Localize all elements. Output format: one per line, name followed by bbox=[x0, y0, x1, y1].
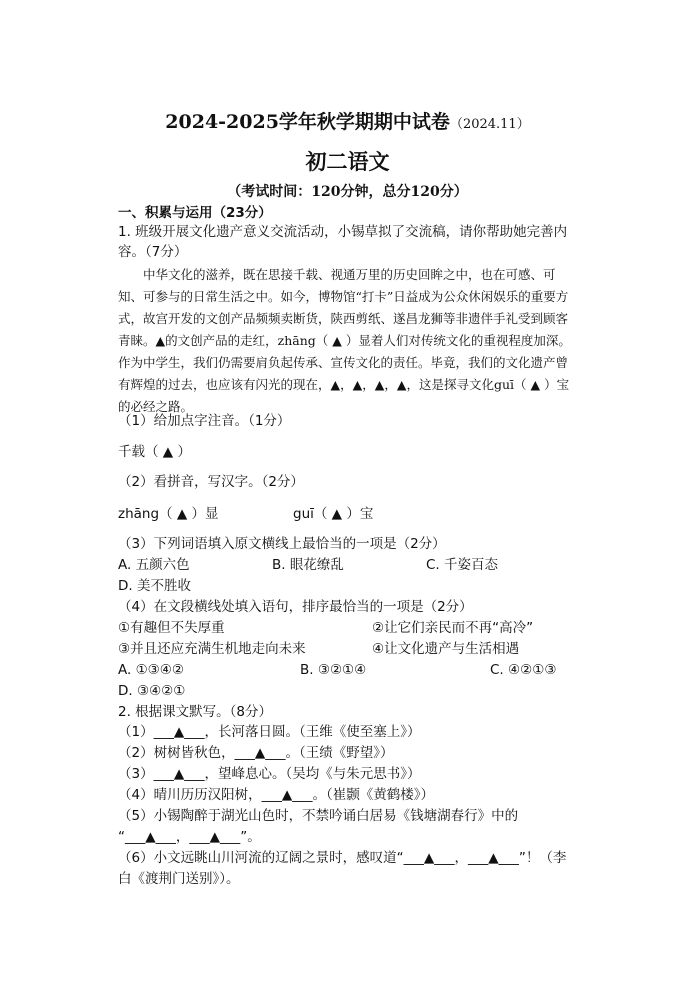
q1-sub4-sentence-3: ③并且还应充满生机地走向未来 bbox=[118, 641, 306, 657]
q1-sub2-item-b: guī（ ▲ ）宝 bbox=[293, 506, 374, 522]
q1-sub3-option-a: A. 五颜六色 bbox=[118, 557, 190, 573]
exam-title-main: 2024-2025学年秋学期期中试卷 bbox=[165, 111, 450, 133]
q1-sub4-sentence-1: ①有趣但不失厚重 bbox=[118, 620, 225, 636]
section-heading: 一、积累与运用（23分） bbox=[118, 205, 272, 221]
q2-line-2: （2）树树皆秋色，___▲___。（王绩《野望》） bbox=[118, 745, 394, 761]
q1-sub4-option-c: C. ④②①③ bbox=[490, 662, 557, 678]
q2-line-4: （4）晴川历历汉阳树，___▲___。（崔颢《黄鹤楼》） bbox=[118, 787, 434, 803]
q1-sub2: （2）看拼音，写汉字。（2分） bbox=[118, 474, 304, 490]
q2-line-1: （1）___▲___，长河落日圆。（王维《使至塞上》） bbox=[118, 724, 421, 740]
q1-passage: 中华文化的滋养，既在思接千载、视通万里的历史回眸之中，也在可感、可知、可参与的日常生活之中。如今，博物馆“打卡”日益成为公众休闲娱乐的重要方式，故宫开发的文创产品频频卖断货，陕西剪纸、遂昌龙狮等非遗伴手礼受到顾客青睐。▲的文创产品的走红，zhāng（ ▲ ）显着人们对传统文化的重视程度加深。作为中学生，我们仍需要肩负起传承、宣传文化的责任。毕竟，我们的文化遗产曾有辉煌的过去，也应该有闪光的现在，▲，▲，▲，▲，这是探寻文化guī（ ▲ ）宝的必经之路。 bbox=[118, 267, 571, 414]
q2-line-5: （5）小锡陶醉于湖光山色时，不禁吟诵白居易《钱塘湖春行》中的 bbox=[118, 808, 519, 824]
exam-title bbox=[0, 107, 695, 134]
q1-sub1-item: 千载（ ▲ ） bbox=[118, 444, 191, 460]
q1-sub3-option-c: C. 千姿百态 bbox=[426, 557, 499, 573]
q1-sub4-option-d: D. ③④②① bbox=[118, 683, 186, 699]
q1-sub4-option-a: A. ①③④② bbox=[118, 662, 184, 678]
exam-title-date: （2024.11） bbox=[449, 117, 530, 132]
q1-sub4: （4）在文段横线处填入语句，排序最恰当的一项是（2分） bbox=[118, 599, 473, 615]
q1-sub4-sentence-4: ④让文化遗产与生活相遇 bbox=[372, 641, 520, 657]
q1-stem: 1. 班级开展文化遗产意义交流活动，小锡草拟了交流稿，请你帮助她完善内容。（7分） bbox=[118, 224, 568, 260]
q2-line-6-cont: 白《渡荆门送别》）。 bbox=[118, 871, 240, 887]
q1-sub3-option-d: D. 美不胜收 bbox=[118, 578, 191, 594]
q2-stem: 2. 根据课文默写。（8分） bbox=[118, 704, 273, 720]
exam-subject: 初二语文 bbox=[305, 149, 390, 174]
q1-sub4-option-b: B. ③②①④ bbox=[300, 662, 367, 678]
q1-sub2-item-a: zhāng（ ▲ ）显 bbox=[118, 506, 219, 522]
q1-sub1: （1）给加点字注音。（1分） bbox=[118, 413, 291, 429]
q2-line-5-cont: “___▲___，___▲___”。 bbox=[118, 829, 261, 845]
q1-sub4-sentence-2: ②让它们亲民而不再“高冷” bbox=[372, 620, 534, 636]
exam-info: （考试时间：120分钟，总分120分） bbox=[227, 184, 468, 200]
q2-line-3: （3）___▲___，望峰息心。（吴均《与朱元思书》） bbox=[118, 766, 421, 782]
q2-line-6: （6）小文远眺山川河流的辽阔之景时，感叹道“___▲___，___▲___”！（李 bbox=[118, 850, 567, 866]
q1-sub3: （3）下列词语填入原文横线上最恰当的一项是（2分） bbox=[118, 536, 446, 552]
q1-sub3-option-b: B. 眼花缭乱 bbox=[272, 557, 344, 573]
